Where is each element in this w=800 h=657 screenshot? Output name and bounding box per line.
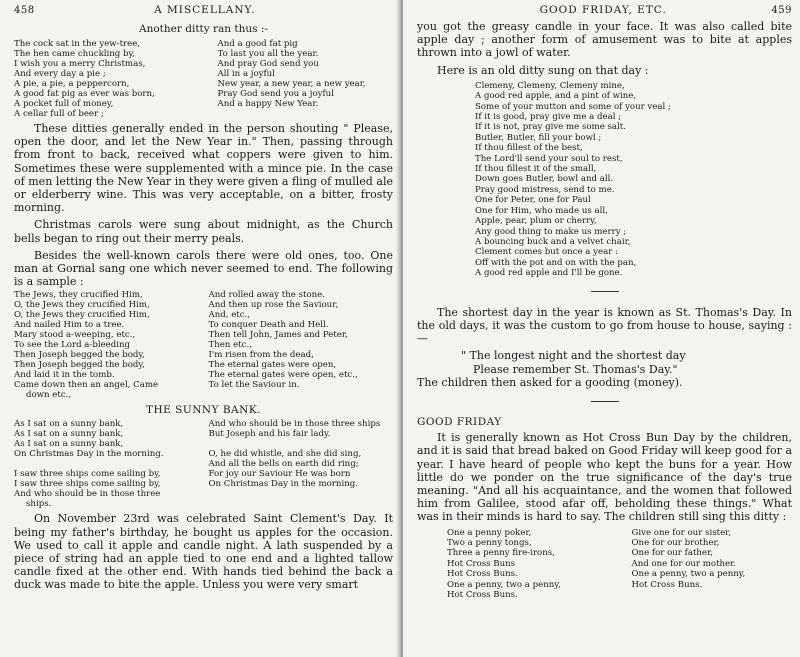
verse-line: ships. [26, 499, 52, 510]
verse-line: Then tell John, James and Peter, [208, 330, 348, 341]
verse-line: Clemeny, Clemeny, Clemeny mine, [475, 80, 625, 91]
verse-line: The hen came chuckling by, [14, 49, 135, 59]
good-friday-title: GOOD FRIDAY [417, 416, 502, 429]
buns-col2 [608, 528, 793, 601]
verse-line: The cock sat in the yew-tree, [14, 39, 141, 49]
verse-line: One for our father, [631, 548, 713, 559]
verse-line: As I sat on a sunny bank, [14, 419, 124, 430]
verse-line: O, the Jews they crucified Him, [14, 300, 150, 311]
verse-line: A good red apple, and a pint of wine, [475, 91, 637, 102]
paragraph-new-year: These ditties generally ended in the person shouting " Please, open the door, and let the New Year in." Then, passing through from front to back, received what coppers were given to him. Sometimes these were supplemented with a mince pie. In the case of men letting the New Year in they were given a fling of mulled ale or elderberry wine. This was very acceptable, on a bitter, frosty morning. [14, 122, 393, 215]
verse-line: If it is good, pray give me a deal ; [475, 112, 622, 123]
paragraph-gooding: The children then asked for a gooding (money). [417, 375, 683, 389]
left-running-head [14, 4, 393, 20]
new-year-ditty-col2 [190, 39, 394, 119]
verse-line: As I sat on a sunny bank, [14, 439, 124, 450]
verse-line: The Jews, they crucified Him, [14, 290, 143, 301]
verse-line: A pie, a pie, a peppercorn, [14, 79, 130, 89]
verse-line: Pray God send you a joyful [217, 89, 334, 99]
verse-line: A good fat pig as ever was born, [14, 89, 155, 99]
verse-line: To see the Lord a-bleeding [14, 340, 131, 351]
verse-line: Give one for our sister, [631, 527, 732, 538]
verse-line: And, etc., [208, 310, 251, 321]
verse-line: A good red apple and I'll be gone. [475, 268, 623, 279]
verse-line: The eternal gates were open, etc., [208, 370, 358, 381]
verse-line: And all the bells on earth did ring; [208, 459, 359, 470]
verse-line: But Joseph and his fair lady. [208, 429, 331, 440]
verse-line: If it is not, pray give me some salt. [475, 122, 626, 133]
verse-line: The Lord'll send your soul to rest, [475, 153, 623, 164]
verse-line: All in a joyful [217, 69, 275, 79]
quote-line: Please remember St. Thomas's Day." [473, 362, 678, 376]
sunny-bank-verse [14, 419, 393, 509]
verse-line: And laid it in the tomb. [14, 370, 115, 381]
verse-line: One a penny poker, [447, 527, 532, 538]
st-thomas-quote [417, 349, 792, 376]
sunny-bank-col2 [199, 419, 394, 509]
verse-line: O, the Jews they crucified Him, [14, 310, 150, 321]
verse-line: New year, a new year, a new year, [217, 79, 366, 89]
verse-line: One a penny, two a penny, [447, 579, 561, 590]
verse-line: Hot Cross Buns. [447, 590, 518, 601]
verse-line: A cellar full of beer ; [14, 109, 104, 119]
verse-line: One a penny, two a penny, [631, 569, 746, 580]
verse-line: And then up rose the Saviour, [208, 300, 339, 311]
verse-line: I saw three ships come sailing by, [14, 479, 161, 490]
verse-line: On Christmas Day in the morning. [208, 479, 358, 490]
verse-line: One for our brother, [631, 537, 720, 548]
verse-line: And pray God send you [217, 59, 319, 69]
verse-line: To last you all the year. [217, 49, 319, 59]
quote-line: " The longest night and the shortest day [461, 349, 686, 363]
clemeny-ditty [417, 81, 792, 279]
verse-line: And one for our mother. [631, 558, 737, 569]
verse-line: And every day a pie ; [14, 69, 106, 79]
verse-line: One for Peter, one for Paul [475, 195, 591, 206]
paragraph-carols: Christmas carols were sung about midnight, as the Church bells began to ring out their merry peals. [14, 218, 393, 245]
verse-line: And rolled away the stone. [208, 290, 325, 301]
paragraph-bite-apple: you got the greasy candle in your face. It was also called bite apple day ; another form of amusement was to bite at apples thrown into a jowl of water. [417, 20, 792, 60]
verse-line: As I sat on a sunny bank, [14, 429, 124, 440]
verse-line: And who should be in those three [14, 489, 161, 500]
sunny-bank-col1 [14, 419, 199, 509]
verse-line: Some of your mutton and some of your veal ; [475, 101, 671, 112]
paragraph-saint-clement: On November 23rd was celebrated Saint Clement's Day. It being my father's birthday, he bought us apples for the occasion. We used to call it apple and candle night. A lath suspended by a piece of string had an apple tied to one end and a lighted tallow candle fixed at the other end. With hands tied behind the back a duck was made to bite the apple. Unless you were very smart [14, 512, 393, 592]
verse-line: And a good fat pig [217, 39, 298, 49]
verse-line: I wish you a merry Christmas, [14, 59, 146, 69]
verse-line: Two a penny tongs, [447, 537, 532, 548]
verse-line: Hot Cross Buns [447, 558, 516, 569]
verse-line: Down goes Butler, bowl and all. [475, 174, 614, 185]
verse-line: If thou fillest it of the small, [475, 164, 597, 175]
verse-line: And a happy New Year. [217, 99, 319, 109]
verse-line: Then Joseph begged the body, [14, 360, 145, 371]
paragraph-st-thomas: The shortest day in the year is known as St. Thomas's Day. In the old days, it was the custom to go from house to house, saying :— [417, 305, 792, 345]
new-year-ditty-col1 [14, 39, 190, 119]
verse-line: Hot Cross Buns. [631, 579, 703, 590]
sunny-bank-title: THE SUNNY BANK. [145, 404, 262, 417]
verse-line [209, 439, 394, 449]
verse-line: Then etc., [208, 340, 252, 351]
verse-line: Came down then an angel, Came [14, 380, 159, 391]
carol-verse [14, 290, 393, 400]
ditty-intro: Another ditty ran thus :- [139, 23, 268, 35]
verse-line: To let the Saviour in. [208, 380, 300, 391]
verse-line: If thou fillest of the best, [475, 143, 583, 154]
verse-line: Hot Cross Buns. [447, 569, 518, 580]
carol-col2 [199, 290, 394, 400]
left-page-number: 458 [14, 5, 35, 16]
verse-line: Any good thing to make us merry ; [475, 226, 627, 237]
verse-line: I'm risen from the dead, [208, 350, 314, 361]
left-running-title: A MISCELLANY. [154, 4, 256, 16]
verse-line [14, 459, 199, 469]
verse-line: Pray good mistress, send to me. [475, 184, 615, 195]
verse-line: The eternal gates were open, [208, 360, 337, 371]
paragraph-old-carols: Besides the well-known carols there were old ones, too. One man at Gornal sang one which never seemed to end. The following is a sample : [14, 248, 393, 289]
verse-line: O, he did whistle, and she did sing, [208, 449, 362, 460]
verse-line: A pocket full of money, [14, 99, 114, 109]
hot-cross-buns-ditty [417, 528, 792, 601]
verse-line: One for Him, who made us all, [475, 205, 608, 216]
buns-col1 [417, 528, 608, 601]
new-year-ditty [14, 39, 393, 119]
verse-line: To conquer Death and Hell. [208, 320, 329, 331]
verse-line: Off with the pot and on with the pan, [475, 257, 637, 268]
carol-col1 [14, 290, 199, 400]
verse-line: For joy our Saviour He was born [208, 469, 351, 480]
verse-line: I saw three ships come sailing by, [14, 469, 161, 480]
verse-line: On Christmas Day in the morning. [14, 449, 164, 460]
verse-line: Mary stood a-weeping, etc., [14, 330, 136, 341]
verse-line: down etc., [26, 390, 72, 401]
paragraph-good-friday: It is generally known as Hot Cross Bun Day by the children, and it is said that bread baked on Good Friday will keep good for a year. I have heard of people who kept the buns for a year. How little do we ponder on the true significance of the day's true meaning. "And all his acquaintance, and the women that followed him from Galilee, stood afar off, beholding these things." What was in their minds is hard to say. The children still sing this ditty : [417, 431, 792, 524]
paragraph-ditty-intro: Here is an old ditty sung on that day : [437, 63, 649, 77]
verse-line: Apple, pear, plum or cherry, [475, 216, 597, 227]
right-running-title: GOOD FRIDAY, ETC. [539, 4, 667, 16]
verse-line: Butler, Butler, fill your bowl ; [475, 132, 602, 143]
right-running-head [417, 4, 792, 20]
verse-line: Three a penny fire-irons, [447, 548, 555, 559]
section-divider [591, 291, 619, 292]
right-page-number: 459 [771, 5, 792, 16]
verse-line: A bouncing buck and a velvet chair, [475, 236, 631, 247]
section-divider [591, 401, 619, 402]
right-page [403, 0, 800, 657]
verse-line: And who should be in those three ships [208, 419, 381, 430]
verse-line: Then Joseph begged the body, [14, 350, 145, 361]
verse-line: And nailed Him to a tree. [14, 320, 125, 331]
verse-line: Clement comes but once a year : [475, 247, 618, 258]
